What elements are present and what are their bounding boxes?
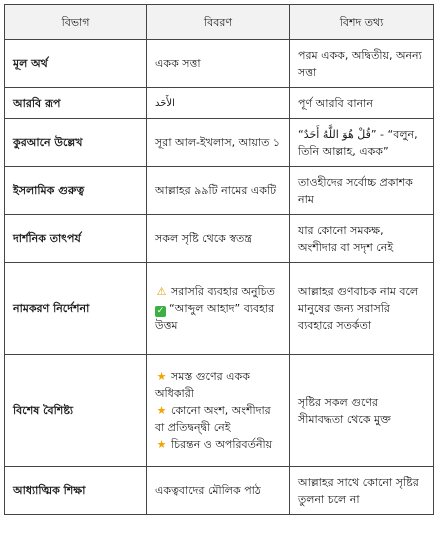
row-category: কুরআনে উল্লেখ xyxy=(5,119,147,167)
row-details: “قُلْ هُوَ اللَّهُ أَحَدٌ” - “বলুন, তিনি আল্লাহ, একক” xyxy=(290,119,434,167)
table-row xyxy=(5,215,434,263)
row-category: আরবি রূপ xyxy=(5,88,147,119)
row-description: সূরা আল-ইখলাস, আয়াত ১ xyxy=(147,119,290,167)
list-item xyxy=(155,402,281,436)
info-table xyxy=(4,4,434,515)
row-category: ইসলামিক গুরুত্ব xyxy=(5,167,147,215)
row-description: একত্ববাদের মৌলিক পাঠ xyxy=(147,467,290,515)
row-category: বিশেষ বৈশিষ্ট্য xyxy=(5,355,147,467)
row-description-list xyxy=(147,263,290,355)
star-icon: ★ xyxy=(156,438,167,451)
row-details: পরম একক, অদ্বিতীয়, অনন্য সত্তা xyxy=(290,40,434,88)
star-icon: ★ xyxy=(156,370,167,383)
header-category: বিভাগ xyxy=(5,5,147,40)
row-details: সৃষ্টির সকল গুণের সীমাবদ্ধতা থেকে মুক্ত xyxy=(290,355,434,467)
list-item-text: “আব্দুল আহাদ” ব্যবহার উত্তম xyxy=(155,302,275,332)
row-details: পূর্ণ আরবি বানান xyxy=(290,88,434,119)
row-description: সকল সৃষ্টি থেকে স্বতন্ত্র xyxy=(147,215,290,263)
header-details: বিশদ তথ্য xyxy=(290,5,434,40)
list-item-text: কোনো অংশ, অংশীদার বা প্রতিদ্বন্দ্বী নেই xyxy=(155,404,271,434)
row-category: মূল অর্থ xyxy=(5,40,147,88)
table-row xyxy=(5,263,434,355)
row-description-arabic: الأَحَد xyxy=(147,88,290,119)
table-row xyxy=(5,167,434,215)
star-icon: ★ xyxy=(156,404,167,417)
row-category: নামকরণ নির্দেশনা xyxy=(5,263,147,355)
check-icon: ✓ xyxy=(156,306,165,316)
row-details: আল্লাহর সাথে কোনো সৃষ্টির তুলনা চলে না xyxy=(290,467,434,515)
list-item xyxy=(155,368,281,402)
list-item xyxy=(155,436,281,453)
list-item-text: সরাসরি ব্যবহার অনুচিত xyxy=(171,285,275,298)
list-item-text: চিরন্তন ও অপরিবর্তনীয় xyxy=(171,438,273,451)
list-item xyxy=(155,300,281,334)
table-row xyxy=(5,40,434,88)
row-category: আধ্যাত্মিক শিক্ষা xyxy=(5,467,147,515)
row-category: দার্শনিক তাৎপর্য xyxy=(5,215,147,263)
row-details: তাওহীদের সর্বোচ্চ প্রকাশক নাম xyxy=(290,167,434,215)
table-row xyxy=(5,88,434,119)
row-description-list xyxy=(147,355,290,467)
list-item-text: সমস্ত গুণের একক অধিকারী xyxy=(155,370,250,400)
table-row xyxy=(5,119,434,167)
warning-icon: ⚠ xyxy=(156,285,167,298)
table-header-row xyxy=(5,5,434,40)
table-row xyxy=(5,355,434,467)
row-description: আল্লাহর ৯৯টি নামের একটি xyxy=(147,167,290,215)
header-description: বিবরণ xyxy=(147,5,290,40)
row-description: একক সত্তা xyxy=(147,40,290,88)
table-row xyxy=(5,467,434,515)
row-details: আল্লাহর গুণবাচক নাম বলে মানুষের জন্য সরাসরি ব্যবহারে সতর্কতা xyxy=(290,263,434,355)
row-details: যার কোনো সমকক্ষ, অংশীদার বা সদৃশ নেই xyxy=(290,215,434,263)
list-item xyxy=(155,283,281,300)
